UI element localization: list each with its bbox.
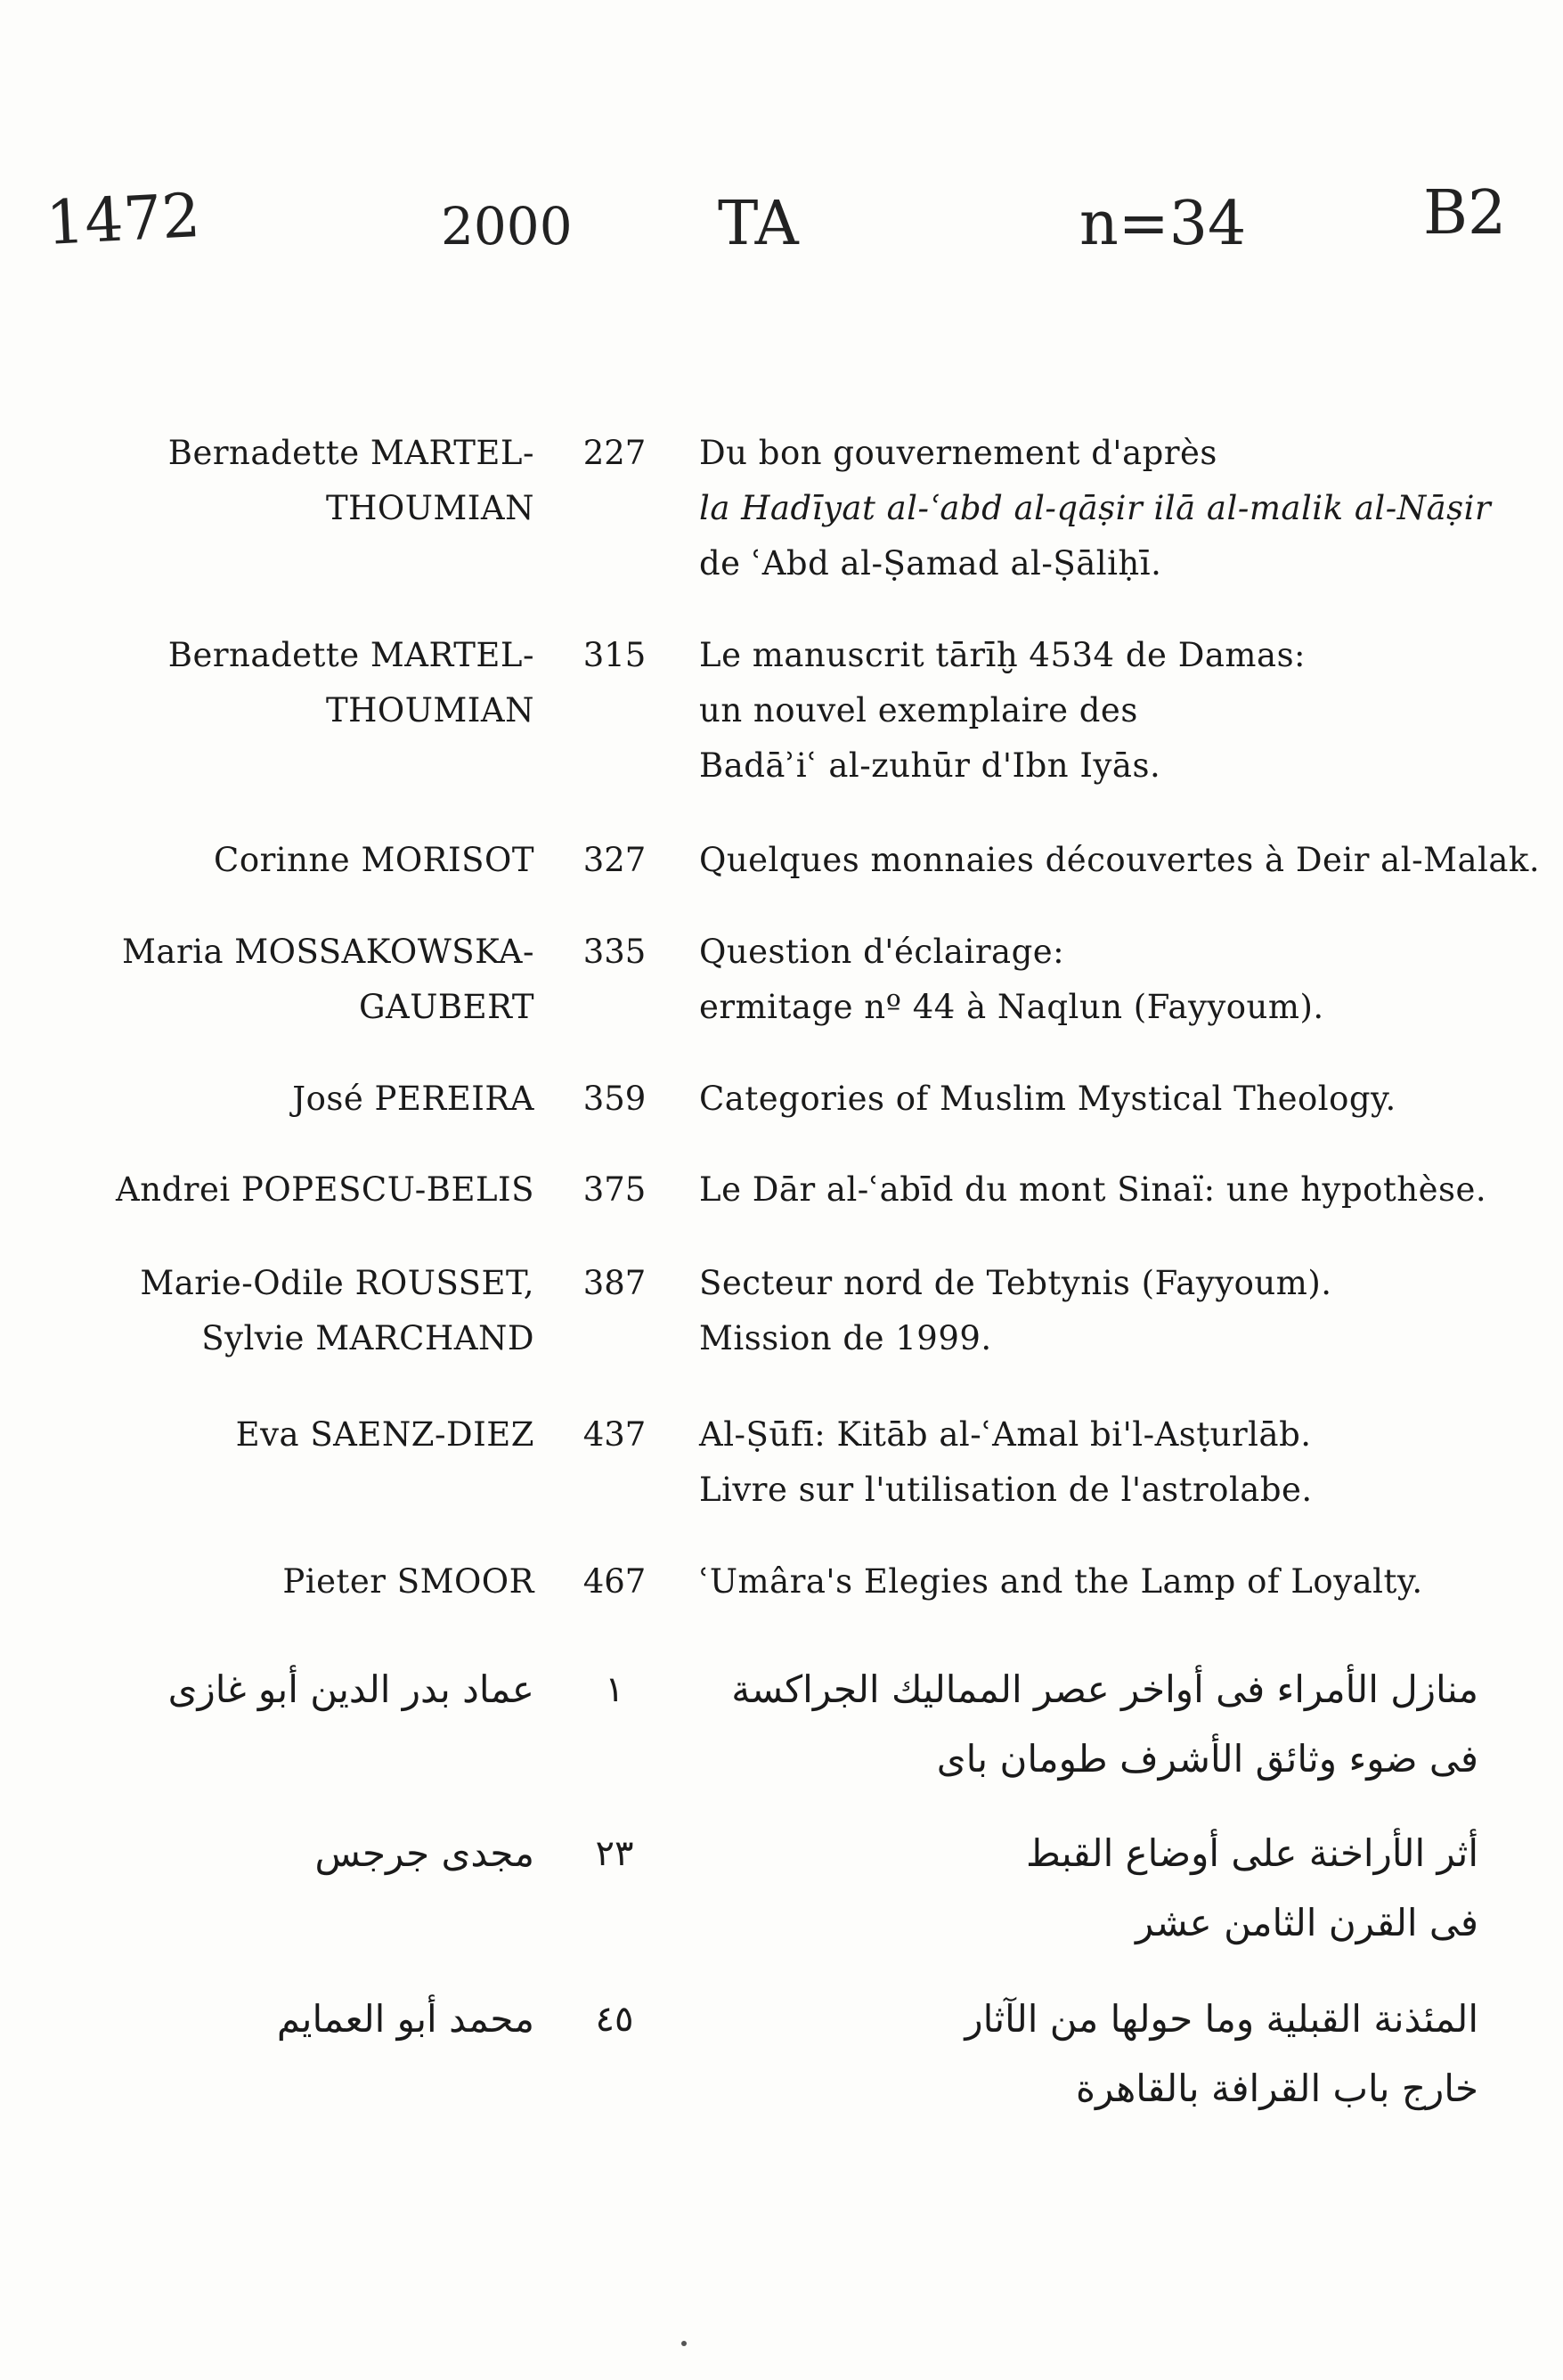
- entry-author: محمد أبو العمايم: [276, 1997, 534, 2041]
- entry-title: Secteur nord de Tebtynis (Fayyoum). Mission de 1999.: [699, 1264, 1332, 1357]
- entry-title: Du bon gouvernement d'après la Hadīyat al-ʿabd al-qāṣir ilā al-malik al-Nāṣir de ʿAbd al-Ṣamad al-Ṣāliḥī.: [699, 434, 1492, 583]
- entry-author: Marie-Odile ROUSSET, Sylvie MARCHAND: [140, 1264, 534, 1357]
- entry-title: Quelques monnaies découvertes à Deir al-Malak.: [699, 841, 1541, 879]
- entry-author: عماد بدر الدين أبو غازى: [167, 1667, 534, 1711]
- entry-page: 327: [582, 841, 647, 879]
- entry-title: Question d'éclairage: ermitage nº 44 à Naqlun (Fayyoum).: [699, 933, 1324, 1026]
- entry-title: ʿUmâra's Elegies and the Lamp of Loyalty.: [699, 1562, 1423, 1601]
- entry-page: 375: [582, 1170, 647, 1209]
- entry-author: José PEREIRA: [292, 1080, 534, 1118]
- entry-page: 437: [582, 1415, 647, 1454]
- handwritten-note-5: B2: [1423, 178, 1507, 249]
- handwritten-note-1: 1472: [44, 180, 202, 259]
- entry-author: Pieter SMOOR: [282, 1562, 534, 1601]
- entry-title: منازل الأمراء فى أواخر عصر المماليك الجراكسة فى ضوء وثائق الأشرف طومان باى: [731, 1667, 1478, 1781]
- scan-speck: [681, 2341, 687, 2346]
- entry-page: 467: [582, 1562, 647, 1601]
- entry-title: Le manuscrit tārīḫ 4534 de Damas: un nouvel exemplaire des Badāʾiʿ al-zuhūr d'Ibn Iyās.: [699, 636, 1307, 785]
- entry-title: Al-Ṣūfī: Kitāb al-ʿAmal bi'l-Asṭurlāb. Livre sur l'utilisation de l'astrolabe.: [699, 1415, 1313, 1509]
- entry-page: 359: [582, 1080, 647, 1118]
- entry-author: مجدى جرجس: [314, 1831, 534, 1875]
- entry-page: 227: [582, 434, 647, 472]
- entry-title: المئذنة القبلية وما حولها من الآثار خارج باب القرافة بالقاهرة: [965, 1997, 1478, 2110]
- entry-title: Categories of Muslim Mystical Theology.: [699, 1080, 1396, 1118]
- entry-author: Eva SAENZ-DIEZ: [235, 1415, 534, 1454]
- entry-author: Bernadette MARTEL-THOUMIAN: [167, 434, 534, 527]
- entry-author: Andrei POPESCU-BELIS: [116, 1170, 534, 1209]
- entry-author: Bernadette MARTEL-THOUMIAN: [167, 636, 534, 729]
- handwritten-note-3: TA: [718, 189, 799, 259]
- entry-title: أثر الأراخنة على أوضاع القبط فى القرن الثامن عشر: [1026, 1831, 1478, 1944]
- entry-page: ٢٣: [595, 1833, 634, 1874]
- entry-page: ٤٥: [595, 1999, 634, 2040]
- handwritten-note-2: 2000: [441, 196, 573, 257]
- entry-page: 387: [582, 1264, 647, 1302]
- entry-page: 315: [582, 636, 647, 674]
- entry-page: 335: [582, 933, 647, 971]
- entry-author: Corinne MORISOT: [214, 841, 534, 879]
- entry-author: Maria MOSSAKOWSKA-GAUBERT: [122, 933, 534, 1026]
- entry-page: ١: [605, 1669, 624, 1710]
- entry-title: Le Dār al-ʿabīd du mont Sinaï: une hypothèse.: [699, 1170, 1487, 1209]
- handwritten-note-4: n=34: [1079, 189, 1247, 259]
